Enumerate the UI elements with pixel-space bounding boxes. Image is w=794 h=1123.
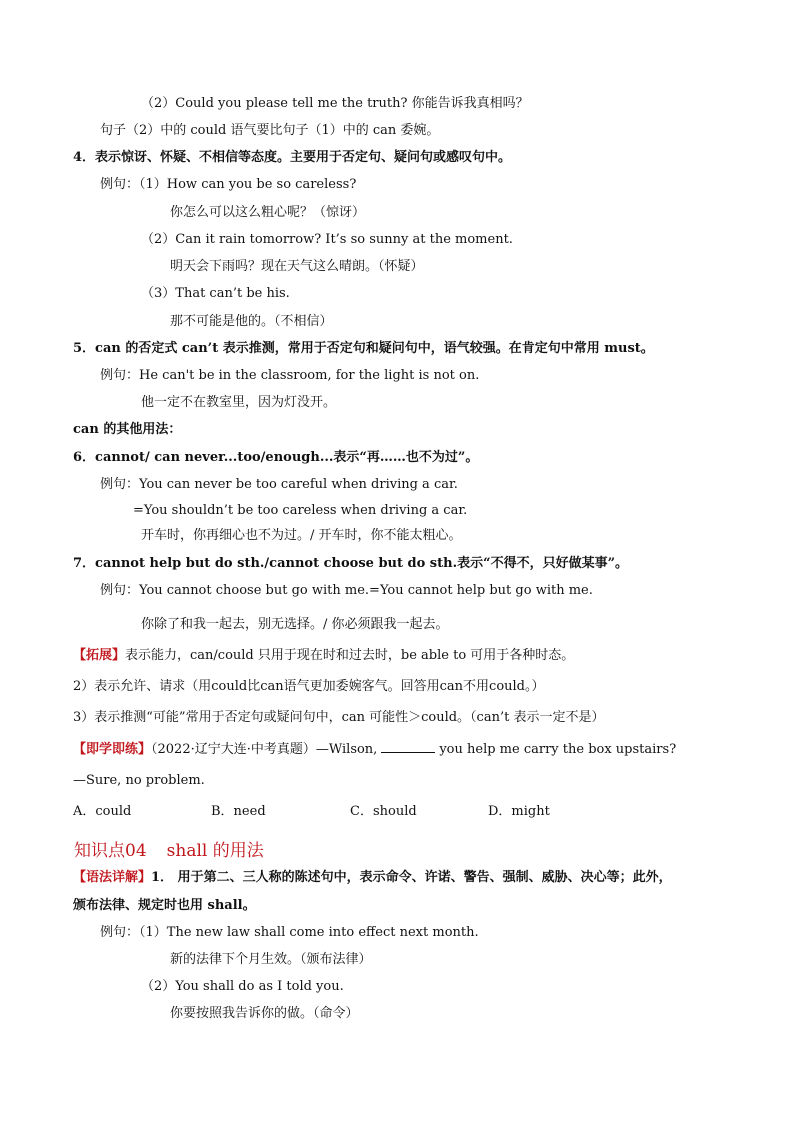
comparison-note: 句子（2）中的 could 语气要比句子（1）中的 can 委婉。 xyxy=(100,123,440,138)
section-heading xyxy=(74,836,264,861)
example-line: 例句：He can't be in the classroom, for the light is not on. xyxy=(100,368,480,383)
translation-line: 新的法律下个月生效。（颁布法律） xyxy=(170,952,372,967)
translation-line: 明天会下雨吗？现在天气这么晴朗。（怀疑） xyxy=(170,259,424,274)
translation-line: 他一定不在教室里，因为灯没开。 xyxy=(141,395,337,410)
extension-text: 表示能力，can/could 只用于现在时和过去时，be able to 可用于各种时态。 xyxy=(125,648,575,663)
example-line: 例句：You cannot choose but go with me.=You cannot help but go with me. xyxy=(100,583,593,598)
extension-note xyxy=(73,647,574,665)
translation-line: 那不可能是他的。（不相信） xyxy=(170,314,333,329)
example-line: （2）You shall do as I told you. xyxy=(141,979,344,994)
translation-line: 你要按照我告诉你的做。（命令） xyxy=(170,1006,359,1021)
section-label: can 的其他用法： xyxy=(73,422,182,437)
translation-line: 你怎么可以这么粗心呢？（惊讶） xyxy=(170,205,366,220)
heading-number: 知识点04 xyxy=(74,841,147,861)
question-stem-end: you help me carry the box upstairs? xyxy=(439,742,677,757)
answer-blank xyxy=(381,740,435,753)
rule-4: 4．表示惊讶、怀疑、不相信等态度。主要用于否定句、疑问句或感叹句中。 xyxy=(73,150,512,165)
question-stem: （2022·辽宁大连·中考真题）—Wilson, xyxy=(151,742,378,757)
example-line: 例句：You can never be too careful when driving a car. xyxy=(100,477,458,492)
example-line: 例句：（1）How can you be so careless? xyxy=(100,177,357,192)
option-d: D．might xyxy=(488,804,550,819)
translation-line: 你除了和我一起去，别无选择。/ 你必须跟我一起去。 xyxy=(141,617,449,632)
practice-tag: 【即学即练】 xyxy=(73,742,152,757)
example-line: （2）Can it rain tomorrow? It’s so sunny at the moment. xyxy=(141,232,513,247)
example-sentence-2: （2）Could you please tell me the truth? 你能告诉我真相吗？ xyxy=(141,96,529,111)
option-b: B．need xyxy=(211,804,266,819)
heading-title: shall 的用法 xyxy=(166,841,264,861)
extension-point-2: 2）表示允许、请求（用could比can语气更加委婉客气。回答用can不用could。） xyxy=(73,679,545,694)
grammar-text: 1． 用于第二、三人称的陈述句中，表示命令、许诺、警告、强制、威胁、决心等；此外， xyxy=(151,870,672,885)
rule-7: 7．cannot help but do sth./cannot choose but do sth.表示“不得不，只好做某事”。 xyxy=(73,556,629,571)
option-a: A．could xyxy=(73,804,132,819)
extension-tag: 【拓展】 xyxy=(73,648,126,663)
grammar-tag: 【语法详解】 xyxy=(73,870,152,885)
example-line: 例句：（1）The new law shall come into effect next month. xyxy=(100,925,479,940)
option-c: C．should xyxy=(350,804,417,819)
rule-5: 5．can 的否定式 can’t 表示推测，常用于否定句和疑问句中，语气较强。在肯定句中常用 must。 xyxy=(73,341,654,356)
grammar-detail-cont: 颁布法律、规定时也用 shall。 xyxy=(73,898,256,913)
practice-question xyxy=(73,740,676,759)
question-response: —Sure, no problem. xyxy=(73,773,205,788)
extension-point-3: 3）表示推测“可能”常用于否定句或疑问句中，can 可能性＞could。（can’t 表示一定不是） xyxy=(73,710,605,725)
example-line: （3）That can’t be his. xyxy=(141,286,290,301)
translation-line: 开车时，你再细心也不为过。/ 开车时，你不能太粗心。 xyxy=(141,528,462,543)
example-line: =You shouldn’t be too careless when driving a car. xyxy=(133,503,468,518)
grammar-detail xyxy=(73,869,672,887)
rule-6: 6．cannot/ can never...too/enough...表示“再……也不为过”。 xyxy=(73,450,479,465)
